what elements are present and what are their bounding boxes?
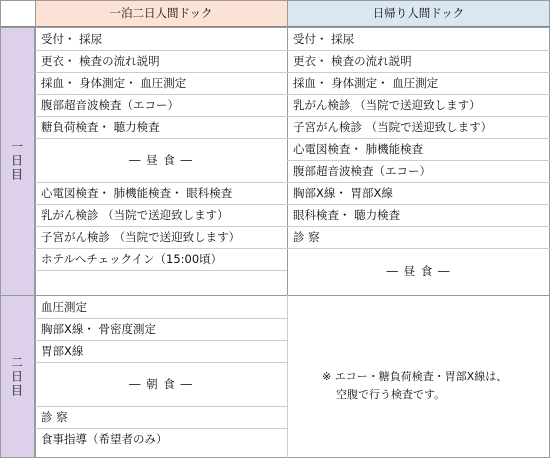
list-item: 診 察 [293,230,320,244]
list-item: 子宮がん検診 （当院で送迎致します） [41,230,241,244]
header-overnight-dock: 一泊二日人間ドック [35,0,287,27]
list-item: 採血・ 身体測定・ 血圧測定 [41,76,187,90]
fasting-note-line1: ※ エコー・糖負荷検査・胃部X線は、 [322,370,508,383]
header-day-dock: 日帰り人間ドック [287,0,550,27]
list-item: 更衣・ 検査の流れ説明 [41,54,160,68]
list-item: 診 察 [41,410,68,424]
list-item: 更衣・ 検査の流れ説明 [293,54,412,68]
list-item: 乳がん検診 （当院で送迎致します） [41,208,229,222]
list-item: 心電図検査・ 肺機能検査 [293,142,424,156]
list-item: 腹部超音波検査（エコー） [293,164,431,178]
list-item: ホテルへチェックイン（15:00頃） [41,252,223,266]
list-item: 血圧測定 [41,300,87,314]
day2-label [0,295,35,458]
list-item: 胸部X線・ 骨密度測定 [41,322,157,336]
day1-label [0,27,35,295]
list-item: 腹部超音波検査（エコー） [41,98,179,112]
list-item: 糖負荷検査・ 聴力検査 [41,120,160,134]
list-item: 心電図検査・ 肺機能検査・ 眼科検査 [41,186,233,200]
lunch-row: ― 昼 食 ― [386,264,451,278]
day1-label-text: 一日目 [9,140,24,182]
list-item: 食事指導（希望者のみ） [41,432,168,446]
list-item: 受付・ 採尿 [293,32,355,46]
header-blank [0,0,35,27]
breakfast-row: ― 朝 食 ― [129,377,193,391]
list-item: 眼科検査・ 聴力検査 [293,208,401,222]
list-item: 胸部X線・ 胃部X線 [293,186,393,200]
list-item: 乳がん検診 （当院で送迎致します） [293,98,481,112]
list-item: 採血・ 身体測定・ 血圧測定 [293,76,439,90]
list-item: 受付・ 採尿 [41,32,103,46]
list-item: 子宮がん検診 （当院で送迎致します） [293,120,493,134]
fasting-note-line2: 空腹で行う検査です。 [336,388,446,401]
day2-label-text: 二日目 [9,355,24,398]
list-item: 胃部X線 [41,344,84,358]
lunch-row: ― 昼 食 ― [129,153,193,167]
